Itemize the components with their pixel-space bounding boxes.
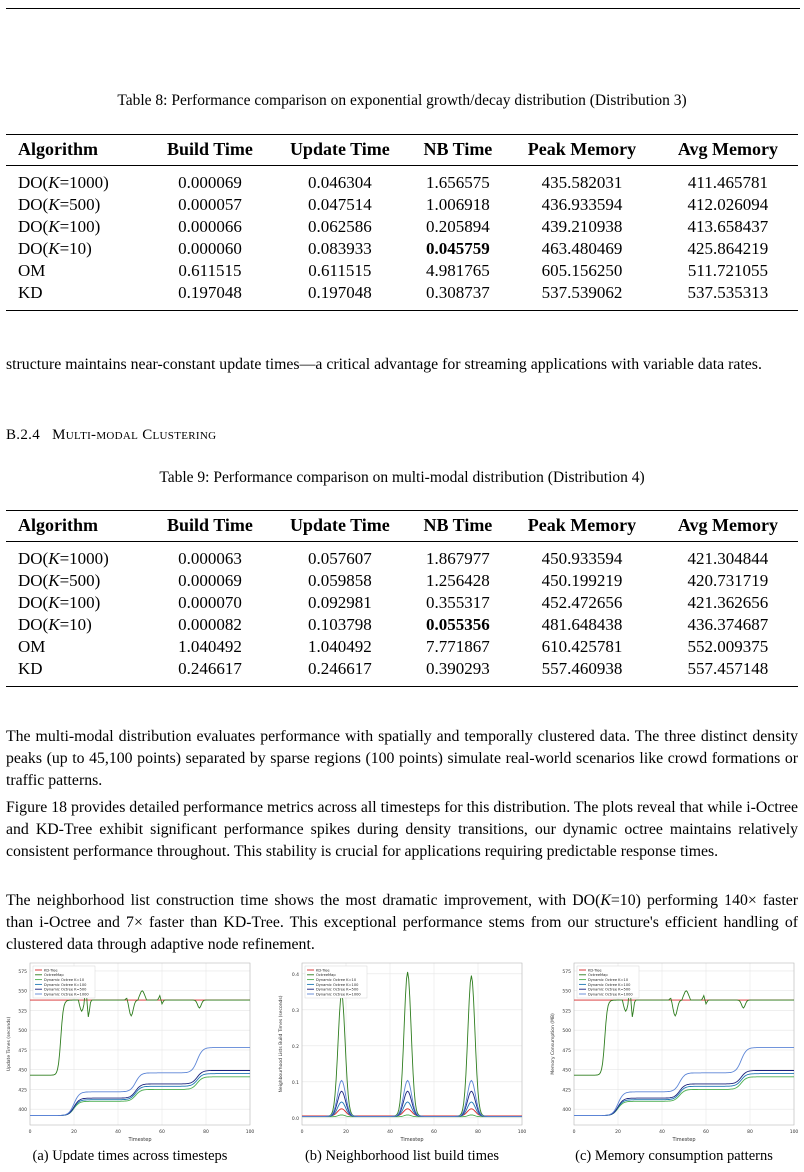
table-cell: 537.539062 [541,283,623,302]
legend-label: Dynamic Octree K=500 [316,987,359,992]
figure-nb-times [276,955,528,1157]
figure-update-times [4,955,256,1157]
table-cell: 0.057607 [307,549,372,568]
legend-label: Dynamic Octree K=1000 [316,992,361,997]
figure-a-caption: (a) Update times across timesteps [32,1148,228,1164]
x-tick-label: 0 [300,1130,304,1135]
legend-label: Dynamic Octree K=500 [588,987,631,992]
y-tick-label: 575 [18,969,27,975]
table-cell: 411.465781 [687,173,768,192]
table-cell: DO(K=1000) [18,549,109,568]
table-cell: 0.197048 [307,283,372,302]
x-tick-label: 100 [789,1130,799,1135]
table-cell: 0.083933 [307,239,372,258]
table-cell: 0.000063 [178,549,242,568]
table-cell: 557.460938 [541,659,623,678]
table-cell: 537.535313 [687,283,769,302]
table-cell: OM [18,261,46,280]
x-tick-label: 60 [703,1130,709,1135]
table-cell: 0.000066 [178,217,242,236]
legend-label: Dynamic Octree K=100 [316,982,359,987]
table-cell: DO(K=10) [18,615,92,634]
x-tick-label: 60 [431,1130,437,1135]
table-cell: 421.362656 [687,593,769,612]
table-header-cell: Peak Memory [527,515,637,535]
legend-label: KD-Tree [44,968,58,973]
table-cell: 0.059858 [307,571,372,590]
table-cell: 463.480469 [541,239,623,258]
table-row [6,614,798,636]
y-tick-label: 475 [562,1048,571,1054]
y-tick-label: 475 [18,1048,27,1054]
table-cell: 450.933594 [541,549,623,568]
table-header-cell: NB Time [423,139,493,159]
table-cell: 413.658437 [687,217,769,236]
table-cell: 0.390293 [426,659,490,678]
y-tick-label: 425 [18,1088,27,1094]
table-cell: 605.156250 [541,261,623,280]
y-tick-label: 0.2 [291,1044,299,1050]
table-cell: 0.197048 [178,283,242,302]
table-cell: 0.246617 [178,659,242,678]
table-cell: 1.040492 [178,637,242,656]
legend-label: Dynamic Octree K=1000 [44,992,89,997]
table-header-cell: Peak Memory [527,139,637,159]
table-cell: DO(K=500) [18,571,101,590]
table-header-cell: Algorithm [18,139,98,159]
table-cell: 0.611515 [308,261,372,280]
table-cell: 0.000070 [178,593,242,612]
table-header-cell: Algorithm [18,515,98,535]
table-row [6,592,798,614]
table-cell: 420.731719 [687,571,769,590]
table-cell: DO(K=100) [18,593,101,612]
table-cell: 0.355317 [426,593,490,612]
table-cell: 557.457148 [687,659,769,678]
table-cell: 0.062586 [307,217,372,236]
paragraph-neighborhood: The neighborhood list construction time shows the most dramatic improvement, with DO(K=10) performing 140× faster than i-Octree and 7× faster than KD-Tree. This exceptional performance stems from our structure's efficient handling of clustered data through adaptive node refinement. [6,892,798,953]
section-heading [6,427,216,444]
table-cell: 0.055356 [426,615,490,634]
table-cell: 0.047514 [307,195,372,214]
y-tick-label: 0.1 [291,1080,299,1086]
table8-caption: Table 8: Performance comparison on exponential growth/decay distribution (Distribution 3) [117,92,687,109]
table-row [6,260,798,282]
x-axis-label: Timestep [672,1137,696,1143]
x-tick-label: 80 [203,1130,209,1135]
x-tick-label: 40 [387,1130,393,1135]
table-cell: OM [18,637,46,656]
legend-label: OctreeMap [44,973,64,978]
table-cell: 0.000060 [178,239,242,258]
figure-c-caption: (c) Memory consumption patterns [575,1148,773,1164]
section-title: Multi-modal Clustering [52,427,217,443]
legend-label: Dynamic Octree K=10 [588,978,629,982]
table-row [6,166,798,195]
x-tick-label: 60 [159,1130,165,1135]
y-tick-label: 0.0 [291,1116,299,1122]
y-tick-label: 525 [18,1009,27,1015]
x-tick-label: 20 [71,1130,77,1135]
table-cell: 4.981765 [426,261,490,280]
section-number: B.2.4 [6,427,41,443]
table-header-cell: Avg Memory [677,515,778,535]
table-cell: 610.425781 [541,637,623,656]
table-cell: DO(K=100) [18,217,101,236]
table-row [6,238,798,260]
table-header-cell: Build Time [167,139,253,159]
x-tick-label: 20 [615,1130,621,1135]
y-axis-label: Memory Consumption (MB) [551,1013,556,1075]
table-row [6,658,798,687]
table-cell: DO(K=10) [18,239,92,258]
y-tick-label: 525 [562,1009,571,1015]
y-tick-label: 425 [562,1088,571,1094]
paragraph-figure18: Figure 18 provides detailed performance metrics across all timesteps for this distribution. The plots reveal that while i-Octree and KD-Tree exhibit significant performance spikes during density transitions, our dynamic octree maintains relatively consistent performance throughout. This stability is crucial for applications requiring predictable response times. [6,799,798,860]
table-cell: 435.582031 [541,173,623,192]
table-row [6,636,798,658]
table-cell: 0.205894 [426,217,490,236]
legend-label: KD-Tree [588,968,602,973]
y-tick-label: 575 [562,969,571,975]
y-tick-label: 500 [18,1029,27,1035]
page-top-rule [6,8,800,9]
table-cell: 1.867977 [426,549,490,568]
table-row [6,542,798,571]
table-cell: 1.656575 [426,173,490,192]
x-axis-label: Timestep [128,1137,152,1143]
y-tick-label: 400 [562,1108,571,1114]
table-row [6,282,798,311]
table-cell: 0.000069 [178,173,242,192]
x-tick-label: 80 [747,1130,753,1135]
y-tick-label: 0.3 [291,1008,299,1014]
table-row [6,570,798,592]
legend-label: OctreeMap [316,973,336,978]
table-cell: 0.103798 [307,615,372,634]
legend-label: Dynamic Octree K=10 [316,978,357,982]
table-cell: 425.864219 [687,239,769,258]
table-cell: 439.210938 [541,217,623,236]
figure-memory [548,955,800,1157]
table-cell: 511.721055 [687,261,768,280]
table-cell: 0.000082 [178,615,242,634]
table-cell: 436.933594 [541,195,623,214]
legend-label: Dynamic Octree K=100 [588,982,631,987]
legend-label: Dynamic Octree K=10 [44,978,85,982]
y-axis-label: Update Times (seconds) [7,1016,12,1072]
legend [577,966,639,998]
table8 [6,134,798,311]
paragraph-multimodal: The multi-modal distribution evaluates performance with spatially and temporally clustered data. The three distinct density peaks (up to 45,100 points) separated by sparse regions (100 points) simulate real-world scenarios like crowd formations or traffic patterns. [6,728,798,789]
table9-caption: Table 9: Performance comparison on multi-modal distribution (Distribution 4) [159,469,645,486]
table-cell: 412.026094 [687,195,769,214]
x-tick-label: 40 [115,1130,121,1135]
table-header-cell: Build Time [167,515,253,535]
x-tick-label: 0 [572,1130,576,1135]
y-tick-label: 550 [562,989,571,995]
table-cell: KD [18,659,43,678]
y-tick-label: 500 [562,1029,571,1035]
table-cell: 0.611515 [178,261,242,280]
table-cell: 0.246617 [307,659,372,678]
table-cell: KD [18,283,43,302]
x-axis-label: Timestep [400,1137,424,1143]
legend-label: Dynamic Octree K=1000 [588,992,633,997]
y-tick-label: 450 [562,1068,571,1074]
table-cell: 436.374687 [687,615,769,634]
legend [33,966,95,998]
paragraph-streaming: structure maintains near-constant update times—a critical advantage for streaming applications with variable data rates. [6,356,762,373]
legend-label: Dynamic Octree K=100 [44,982,87,987]
x-tick-label: 20 [343,1130,349,1135]
table-cell: 1.040492 [307,637,372,656]
table-cell: 1.256428 [426,571,490,590]
figure-b-caption: (b) Neighborhood list build times [304,1148,500,1164]
y-tick-label: 550 [18,989,27,995]
table-cell: 552.009375 [687,637,769,656]
table-cell: 0.000057 [178,195,242,214]
table-cell: 0.045759 [426,239,490,258]
legend-label: OctreeMap [588,973,608,978]
x-tick-label: 100 [245,1130,255,1135]
table-header-cell: NB Time [423,515,493,535]
table-row [6,194,798,216]
table-cell: 0.046304 [307,173,372,192]
table-cell: 0.308737 [426,283,490,302]
x-tick-label: 0 [28,1130,32,1135]
y-tick-label: 450 [18,1068,27,1074]
x-tick-label: 100 [517,1130,527,1135]
y-axis-label: Neighbourhood Lists Build Times (seconds) [279,995,284,1093]
table9 [6,510,798,687]
legend-label: Dynamic Octree K=500 [44,987,87,992]
table-cell: 452.472656 [541,593,623,612]
table-header-cell: Update Time [289,515,390,535]
y-tick-label: 0.4 [291,972,299,978]
table-row [6,216,798,238]
table-cell: DO(K=500) [18,195,101,214]
x-tick-label: 80 [475,1130,481,1135]
y-tick-label: 400 [18,1108,27,1114]
table-cell: 450.199219 [541,571,623,590]
legend [305,966,367,998]
table-header-cell: Avg Memory [677,139,778,159]
table-cell: 0.092981 [307,593,372,612]
table-header-cell: Update Time [289,139,390,159]
table-cell: 481.648438 [541,615,623,634]
table-cell: DO(K=1000) [18,173,109,192]
x-tick-label: 40 [659,1130,665,1135]
table-cell: 1.006918 [426,195,490,214]
table-cell: 421.304844 [687,549,769,568]
legend-label: KD-Tree [316,968,330,973]
table-cell: 7.771867 [426,637,490,656]
table-cell: 0.000069 [178,571,242,590]
